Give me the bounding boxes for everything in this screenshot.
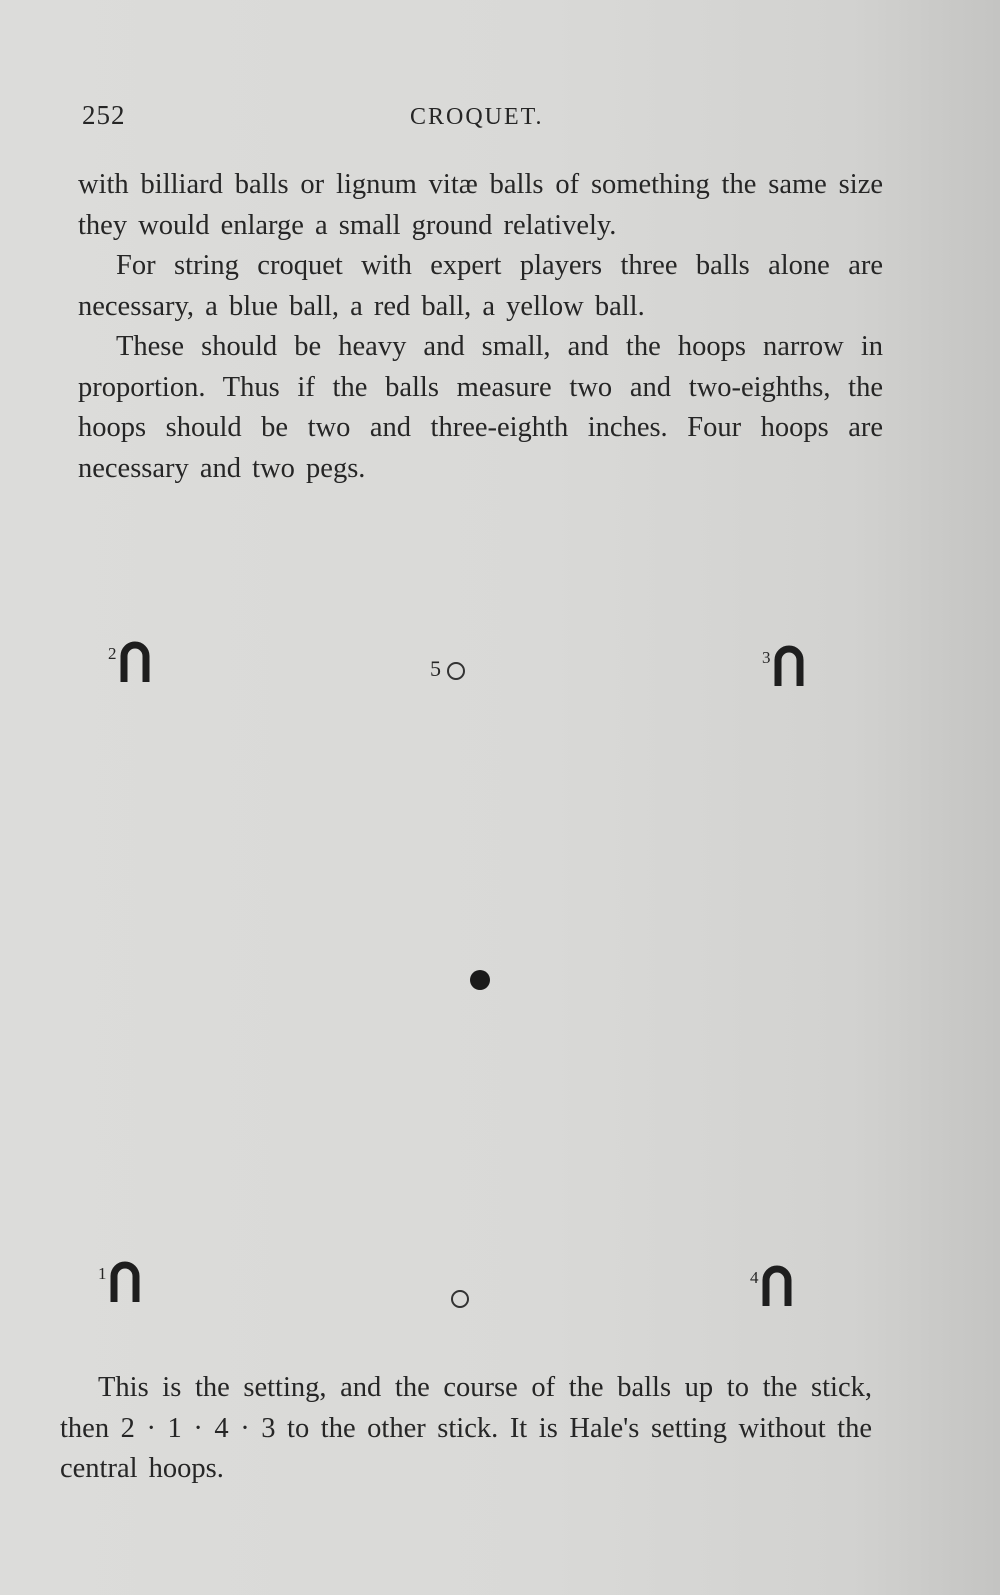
hoop-icon (761, 1264, 793, 1306)
running-head: CROQUET. (410, 104, 544, 130)
stick-icon (451, 1290, 469, 1308)
peg-icon (470, 970, 490, 990)
stick-top (430, 656, 465, 682)
stick-number: 5 (430, 656, 441, 681)
paragraph-continued: with billiard balls or lignum vitæ balls of something the same size they would enlarge a small ground relatively. (78, 169, 883, 241)
hoop-1 (98, 1260, 141, 1302)
hoop-number: 4 (750, 1268, 759, 1287)
paragraph-string-croquet: For string croquet with expert players three balls alone are necessary, a blue ball, a red ball, a yellow ball. (78, 250, 883, 322)
hoop-number: 1 (98, 1264, 107, 1283)
hoop-icon (119, 640, 151, 682)
hoop-2 (108, 640, 151, 682)
hoop-number: 3 (762, 648, 771, 667)
croquet-setting-diagram (0, 640, 1000, 1340)
page-header (0, 100, 1000, 140)
body-text (78, 165, 883, 489)
caption-text (60, 1368, 872, 1490)
hoop-3 (762, 644, 805, 686)
hoop-4 (750, 1264, 793, 1306)
paragraph-hoops: These should be heavy and small, and the hoops narrow in proportion. Thus if the balls measure two and two-eighths, the hoops should be two and three-eighth inches. Four hoops are necessary and two pegs. (78, 331, 883, 484)
page-number: 252 (82, 100, 126, 130)
stick-bottom (451, 1284, 469, 1310)
hoop-number: 2 (108, 644, 117, 663)
paragraph-caption: This is the setting, and the course of the balls up to the stick, then 2 · 1 · 4 · 3 to the other stick. It is Hale's setting without the central hoops. (60, 1372, 872, 1484)
hoop-icon (773, 644, 805, 686)
stick-icon (447, 662, 465, 680)
hoop-icon (109, 1260, 141, 1302)
